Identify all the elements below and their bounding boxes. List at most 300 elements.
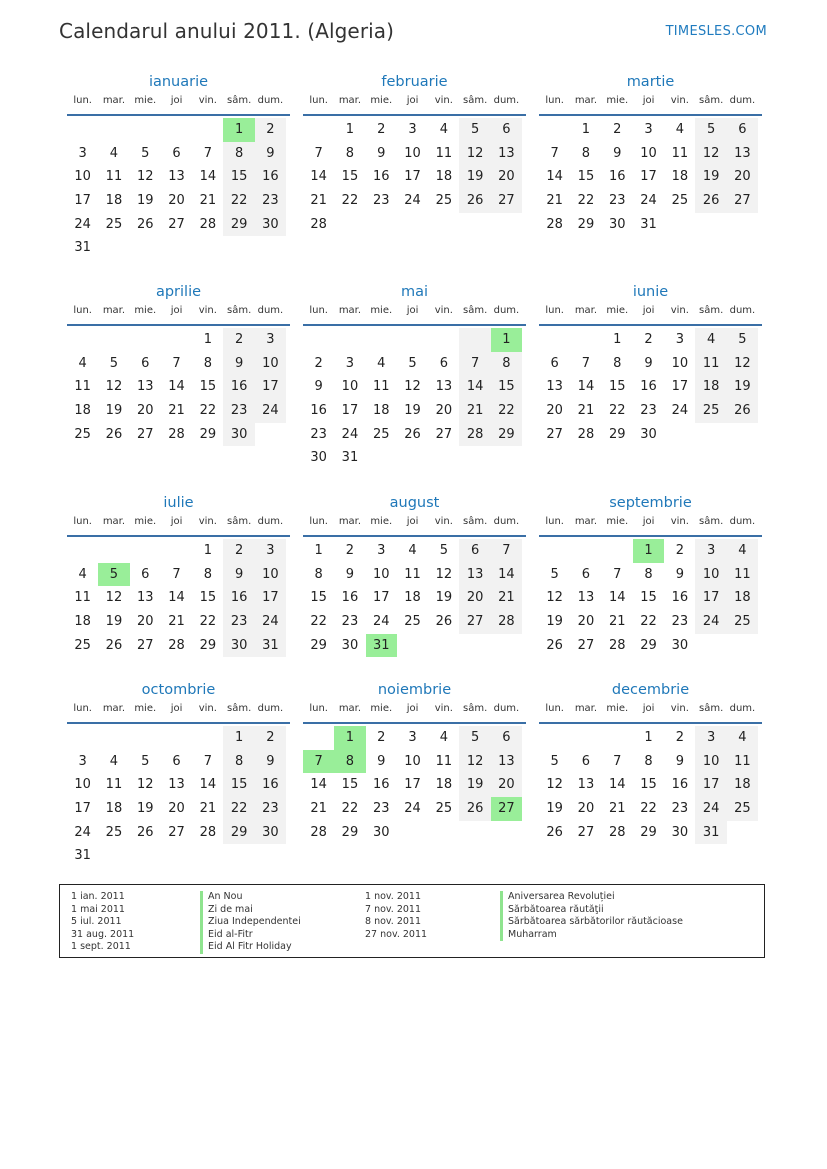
day-cell: 22 [223,189,254,213]
day-cell: 19 [727,375,758,399]
day-cell: 30 [671,637,689,653]
day-cell: 28 [577,426,595,442]
day-cell: 6 [172,753,181,769]
day-cell: 14 [310,169,327,185]
weekday-label: vin. [434,516,453,527]
month-decembrie [539,680,762,844]
day-grid [67,328,290,446]
day-cell: 5 [141,753,150,769]
day-cell: 18 [435,169,453,185]
empty-cell [366,328,397,352]
day-cell: 12 [459,750,490,774]
day-cell: 18 [105,193,123,209]
weekday-label: mar. [338,516,362,527]
empty-cell [459,328,490,352]
day-cell: 22 [640,614,657,630]
empty-cell [130,118,161,142]
weekday-header [67,513,290,537]
legend-date: 27 nov. 2011 [365,928,428,940]
empty-cell [602,726,633,750]
day-cell: 13 [577,590,595,606]
day-cell: 28 [168,637,185,653]
day-cell: 30 [372,824,390,840]
day-cell: 15 [640,590,657,606]
day-cell: 1 [644,730,653,745]
holiday-day-cell: 7 [303,750,334,774]
day-cell: 19 [136,801,154,817]
day-cell: 22 [223,797,254,821]
day-cell: 30 [608,216,626,232]
weekday-label: sâm. [699,95,724,106]
day-cell: 25 [695,399,726,423]
day-cell: 12 [546,590,563,606]
weekday-label: mar. [338,703,362,714]
weekday-label: vin. [198,95,217,106]
month-august [303,493,526,657]
day-cell: 13 [491,750,522,774]
day-cell: 19 [459,773,490,797]
day-cell: 13 [546,379,563,395]
legend-holiday-name: Muharram [500,929,683,942]
empty-cell [98,539,129,563]
day-cell: 17 [404,169,421,185]
day-cell: 26 [136,824,154,840]
weekday-label: mie. [370,516,393,527]
day-cell: 15 [577,169,595,185]
day-cell: 21 [199,801,217,817]
day-cell: 23 [608,193,626,209]
month-name: decembrie [611,682,690,698]
weekday-header [539,513,762,537]
day-cell: 6 [141,355,150,371]
day-cell: 23 [310,426,327,442]
empty-cell [334,328,365,352]
weekday-label: lun. [309,516,328,527]
day-cell: 31 [74,848,91,864]
empty-cell [539,726,570,750]
weekday-label: mar. [338,305,362,316]
day-cell: 6 [581,753,591,769]
empty-cell [539,118,570,142]
legend-date: 31 aug. 2011 [71,928,135,940]
day-cell: 28 [608,637,626,653]
day-cell: 12 [136,169,154,185]
day-cell: 17 [372,590,390,606]
day-cell: 16 [310,403,327,419]
day-cell: 13 [491,142,522,166]
day-cell: 31 [695,821,726,845]
weekday-label: dum. [493,305,520,316]
page-title: Calendarul anului 2011. (Algeria) [59,19,395,43]
empty-cell [397,328,428,352]
day-cell: 17 [695,773,726,797]
legend-right-names [500,891,683,941]
day-cell: 10 [372,566,390,582]
day-cell: 7 [613,566,622,582]
day-cell: 22 [341,193,359,209]
day-cell: 11 [671,145,689,161]
month-name: august [389,495,440,511]
day-cell: 24 [640,193,657,209]
day-cell: 4 [78,355,87,371]
day-cell: 4 [695,328,726,352]
day-cell: 17 [74,193,91,209]
day-cell: 11 [74,590,91,606]
weekday-label: joi [642,305,655,316]
day-cell: 22 [310,614,327,630]
day-cell: 20 [727,165,758,189]
day-cell: 24 [74,824,91,840]
month-septembrie [539,493,762,657]
day-cell: 13 [136,590,154,606]
weekday-label: mie. [134,95,157,106]
day-cell: 23 [671,801,689,817]
day-cell: 17 [404,777,421,793]
day-cell: 25 [435,801,453,817]
day-cell: 11 [105,777,123,793]
day-cell: 29 [310,637,327,653]
weekday-header [303,513,526,537]
holiday-day-cell: 1 [491,328,522,352]
weekday-label: mie. [134,305,157,316]
weekday-header [67,92,290,116]
month-name: octombrie [141,682,216,698]
day-cell: 17 [74,801,91,817]
weekday-label: joi [642,95,655,106]
day-cell: 27 [459,610,490,634]
empty-cell [161,726,192,750]
legend-date: 5 iul. 2011 [71,916,122,928]
day-cell: 21 [577,403,595,419]
day-cell: 26 [546,637,563,653]
day-cell: 19 [546,801,563,817]
empty-cell [98,118,129,142]
day-cell: 18 [727,586,758,610]
day-cell: 4 [109,145,119,161]
weekday-label: joi [642,703,655,714]
day-cell: 6 [491,118,522,142]
day-cell: 22 [341,801,359,817]
day-cell: 20 [577,614,595,630]
day-grid [303,726,526,844]
day-cell: 19 [546,614,563,630]
weekday-label: joi [170,703,183,714]
day-cell: 6 [491,726,522,750]
legend-date: 8 nov. 2011 [365,916,421,928]
day-cell: 29 [223,821,254,845]
empty-cell [67,726,98,750]
day-cell: 15 [223,773,254,797]
empty-cell [161,539,192,563]
legend-date: 1 mai 2011 [71,903,125,915]
day-cell: 25 [435,193,453,209]
day-cell: 10 [255,352,286,376]
day-cell: 29 [491,423,522,447]
day-cell: 26 [695,189,726,213]
weekday-label: mie. [370,305,393,316]
day-cell: 30 [255,213,286,237]
day-cell: 16 [608,169,626,185]
day-cell: 14 [608,590,626,606]
empty-cell [130,726,161,750]
day-cell: 15 [491,375,522,399]
legend-date: 7 nov. 2011 [365,903,421,915]
day-cell: 19 [435,590,453,606]
day-cell: 28 [491,610,522,634]
day-cell: 15 [341,777,359,793]
day-cell: 23 [223,610,254,634]
day-cell: 10 [640,145,657,161]
day-cell: 15 [199,379,217,395]
day-grid [539,726,762,844]
day-cell: 30 [223,423,254,447]
day-cell: 2 [377,122,386,137]
day-cell: 31 [341,450,359,466]
weekday-label: sâm. [227,703,252,714]
day-cell: 11 [695,352,726,376]
day-cell: 2 [675,543,684,558]
day-cell: 14 [199,777,217,793]
day-cell: 13 [435,379,453,395]
day-cell: 9 [223,563,254,587]
day-cell: 14 [459,375,490,399]
holiday-day-cell: 8 [334,750,365,774]
empty-cell [303,328,334,352]
day-cell: 25 [105,824,123,840]
day-cell: 18 [372,403,390,419]
day-cell: 15 [608,379,626,395]
day-cell: 21 [608,801,626,817]
holiday-day-cell: 27 [491,797,522,821]
day-cell: 29 [199,637,217,653]
day-grid [539,328,762,446]
weekday-label: sâm. [699,703,724,714]
day-cell: 21 [168,403,185,419]
day-cell: 9 [377,145,386,161]
day-cell: 16 [372,169,390,185]
day-grid [539,118,762,236]
day-grid [67,539,290,657]
day-cell: 8 [314,566,323,582]
weekday-header [303,302,526,326]
day-cell: 23 [640,403,657,419]
day-cell: 12 [695,142,726,166]
legend-holiday-name: Eid Al Fitr Holiday [200,941,301,954]
month-martie [539,72,762,236]
day-cell: 28 [199,824,217,840]
day-cell: 21 [459,399,490,423]
day-cell: 5 [459,118,490,142]
day-cell: 7 [172,355,181,371]
day-cell: 26 [546,824,563,840]
day-cell: 4 [109,753,119,769]
month-mai [303,282,526,470]
day-cell: 4 [727,539,758,563]
legend-holiday-name: Sărbătoarea sărbătorilor răutăcioase [500,916,683,929]
day-cell: 6 [172,145,181,161]
month-name: ianuarie [148,74,209,90]
day-cell: 20 [136,403,154,419]
day-cell: 6 [439,355,448,371]
weekday-label: vin. [198,703,217,714]
day-cell: 3 [255,328,286,352]
day-cell: 10 [341,379,359,395]
empty-cell [130,328,161,352]
day-cell: 24 [404,193,421,209]
weekday-label: joi [170,95,183,106]
month-februarie [303,72,526,236]
day-cell: 15 [199,590,217,606]
day-cell: 2 [223,539,254,563]
day-cell: 16 [341,590,359,606]
day-cell: 4 [675,122,684,137]
weekday-label: mar. [102,703,126,714]
day-cell: 24 [695,797,726,821]
holiday-day-cell: 1 [334,726,365,750]
day-cell: 3 [255,539,286,563]
day-cell: 8 [581,145,591,161]
day-cell: 16 [372,777,390,793]
day-cell: 14 [168,379,185,395]
weekday-label: vin. [434,305,453,316]
empty-cell [539,328,570,352]
day-cell: 21 [491,586,522,610]
weekday-label: mie. [134,703,157,714]
weekday-label: dum. [729,516,756,527]
brand-link[interactable]: TIMESLES.COM [665,24,767,39]
day-cell: 7 [314,145,323,161]
day-cell: 5 [439,543,448,558]
day-cell: 14 [168,590,185,606]
day-cell: 23 [341,614,359,630]
day-cell: 8 [491,352,522,376]
weekday-label: lun. [545,95,564,106]
day-cell: 20 [459,586,490,610]
day-cell: 11 [727,750,758,774]
day-cell: 30 [255,821,286,845]
day-cell: 18 [105,801,123,817]
day-cell: 30 [341,637,359,653]
day-cell: 27 [577,824,595,840]
day-cell: 2 [314,355,323,371]
weekday-label: sâm. [227,305,252,316]
day-cell: 26 [105,426,123,442]
legend-left-dates [71,891,134,954]
day-cell: 28 [608,824,626,840]
day-cell: 23 [671,614,689,630]
empty-cell [428,328,459,352]
day-cell: 26 [727,399,758,423]
day-cell: 5 [109,355,119,371]
day-cell: 17 [640,169,657,185]
day-cell: 4 [408,543,417,558]
day-cell: 8 [644,566,653,582]
day-cell: 23 [223,399,254,423]
day-cell: 25 [74,426,91,442]
day-cell: 30 [671,824,689,840]
weekday-label: mie. [370,95,393,106]
day-cell: 12 [404,379,421,395]
weekday-label: vin. [434,95,453,106]
day-cell: 13 [168,777,185,793]
day-cell: 28 [199,216,217,232]
day-cell: 6 [727,118,758,142]
weekday-label: lun. [309,95,328,106]
weekday-label: mie. [606,305,629,316]
weekday-header [67,700,290,724]
day-cell: 18 [695,375,726,399]
day-cell: 31 [640,216,657,232]
day-cell: 20 [491,773,522,797]
day-cell: 21 [168,614,185,630]
day-cell: 22 [491,399,522,423]
day-cell: 26 [404,426,421,442]
day-cell: 15 [310,590,327,606]
day-cell: 4 [377,355,386,371]
day-cell: 1 [223,726,254,750]
weekday-label: sâm. [699,516,724,527]
weekday-label: sâm. [463,703,488,714]
day-cell: 16 [255,773,286,797]
legend-holiday-name: Aniversarea Revoluției [500,891,683,904]
holiday-day-cell: 1 [633,539,664,563]
legend-holiday-name: An Nou [200,891,301,904]
weekday-label: mie. [134,516,157,527]
day-cell: 29 [341,824,359,840]
day-cell: 23 [255,189,286,213]
day-cell: 27 [435,426,453,442]
day-cell: 9 [675,566,684,582]
legend-holiday-name: Zi de mai [200,904,301,917]
weekday-label: sâm. [227,95,252,106]
weekday-label: mie. [370,703,393,714]
day-cell: 29 [640,637,657,653]
day-cell: 10 [74,169,91,185]
day-cell: 10 [74,777,91,793]
weekday-header [303,700,526,724]
empty-cell [192,118,223,142]
day-cell: 22 [640,801,657,817]
day-cell: 7 [203,145,212,161]
day-cell: 21 [608,614,626,630]
day-cell: 8 [345,145,355,161]
day-cell: 5 [550,566,559,582]
day-cell: 17 [671,379,689,395]
day-cell: 14 [577,379,595,395]
weekday-label: dum. [493,95,520,106]
weekday-label: joi [406,95,419,106]
day-cell: 24 [255,399,286,423]
day-cell: 23 [255,797,286,821]
day-cell: 4 [727,726,758,750]
weekday-label: dum. [729,703,756,714]
weekday-label: dum. [257,305,284,316]
day-cell: 19 [105,403,123,419]
day-cell: 25 [727,797,758,821]
day-cell: 25 [404,614,421,630]
month-name: noiembrie [377,682,452,698]
day-cell: 11 [372,379,390,395]
day-cell: 5 [408,355,417,371]
day-cell: 2 [255,118,286,142]
day-cell: 27 [136,426,154,442]
legend-holiday-name: Sărbătoarea răutăţii [500,904,683,917]
day-cell: 16 [671,777,689,793]
weekday-label: mar. [102,516,126,527]
empty-cell [98,328,129,352]
day-cell: 17 [695,586,726,610]
holiday-day-cell: 5 [98,563,129,587]
